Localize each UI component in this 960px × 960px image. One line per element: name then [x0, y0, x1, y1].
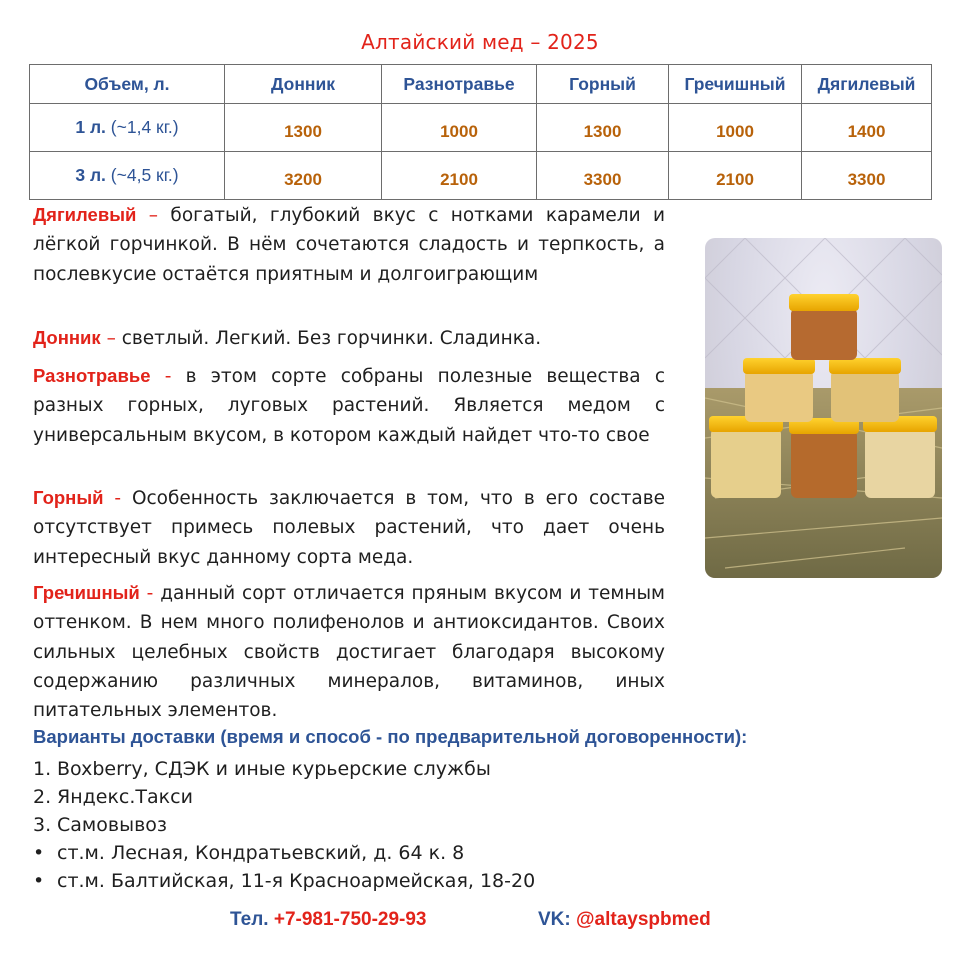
bullet-icon: • — [33, 842, 45, 864]
variety-dash: - — [103, 488, 132, 509]
column-header-gorny: Горный — [537, 65, 669, 104]
vk-label: VK: — [538, 909, 571, 930]
price-cell: 3300 — [802, 152, 932, 200]
variety-text: в этом сорте собраны полезные вещества с разных горных, луговых растений. Является медом с универсальным вкусом, в котором каждый найдет что-то свое — [33, 366, 665, 446]
delivery-item — [33, 755, 535, 783]
row-label — [30, 152, 225, 200]
column-header-grechishny: Гречишный — [669, 65, 802, 104]
delivery-item-text: Яндекс.Такси — [57, 786, 193, 808]
delivery-list — [33, 755, 535, 895]
description-raznotravye — [33, 361, 665, 450]
row-label — [30, 104, 225, 152]
delivery-item-text: ст.м. Балтийская, 11-я Красноармейская, 18-20 — [57, 870, 536, 892]
list-marker: 2. — [33, 786, 52, 808]
variety-text: богатый, глубокий вкус с нотками карамели и лёгкой горчинкой. В нём сочетаются сладость и терпкость, а послевкусие остаётся приятным и долгоиграющим — [33, 205, 665, 285]
description-gorny — [33, 483, 665, 572]
delivery-item-text: Boxberry, СДЭК и иные курьерские службы — [57, 758, 491, 780]
row-weight: (~4,5 кг.) — [110, 165, 179, 185]
delivery-title: Варианты доставки (время и способ - по предварительной договоренности): — [33, 726, 748, 747]
variety-name: Горный — [33, 487, 104, 508]
price-cell: 1000 — [382, 104, 537, 152]
delivery-item — [33, 867, 535, 895]
description-grechishny — [33, 578, 665, 725]
honey-jars-photo — [705, 238, 942, 578]
price-cell: 1400 — [802, 104, 932, 152]
honey-jars-illustration — [705, 238, 942, 578]
column-header-volume: Объем, л. — [30, 65, 225, 104]
variety-dash: - — [150, 366, 186, 387]
table-row — [30, 104, 932, 152]
price-cell: 2100 — [382, 152, 537, 200]
price-cell: 3200 — [225, 152, 382, 200]
delivery-item — [33, 811, 535, 839]
column-header-donnik: Донник — [225, 65, 382, 104]
price-table — [29, 64, 932, 200]
price-cell: 1300 — [225, 104, 382, 152]
row-volume: 1 л. — [75, 117, 106, 137]
variety-name: Донник — [33, 327, 101, 348]
row-volume: 3 л. — [75, 165, 106, 185]
delivery-item-text: ст.м. Лесная, Кондратьевский, д. 64 к. 8 — [57, 842, 465, 864]
variety-name: Гречишный — [33, 582, 140, 603]
bullet-icon: • — [33, 870, 45, 892]
description-donnik — [33, 323, 665, 353]
row-weight: (~1,4 кг.) — [110, 117, 179, 137]
delivery-item-text: Самовывоз — [57, 814, 167, 836]
vk-contact[interactable] — [538, 909, 711, 931]
variety-dash: – — [100, 328, 122, 349]
variety-text: данный сорт отличается пряным вкусом и темным оттенком. В нем много полифенолов и антиоксидантов. Своих сильных целебных свойств достигает благодаря высокому содержанию различных минералов, витаминов, иных питательных элементов. — [33, 583, 666, 722]
price-cell: 1000 — [669, 104, 802, 152]
column-header-dyagilevy: Дягилевый — [802, 65, 932, 104]
phone-contact[interactable] — [230, 909, 427, 931]
list-marker: 3. — [33, 814, 52, 836]
variety-name: Разнотравье — [33, 365, 151, 386]
list-marker: 1. — [33, 758, 52, 780]
vk-handle[interactable]: @altayspbmed — [576, 909, 711, 930]
table-header-row — [30, 65, 932, 104]
table-row — [30, 152, 932, 200]
price-cell: 2100 — [669, 152, 802, 200]
description-dyagilevy — [33, 200, 665, 289]
page-title: Алтайский мед – 2025 — [361, 30, 599, 54]
delivery-item — [33, 839, 535, 867]
variety-dash: – — [136, 205, 171, 226]
price-cell: 1300 — [537, 104, 669, 152]
variety-text: Особенность заключается в том, что в его составе отсутствует примесь полевых растений, что дает очень интересный вкус данному сорта меда. — [33, 488, 665, 568]
variety-name: Дягилевый — [33, 204, 137, 225]
phone-label: Тел. — [230, 909, 269, 930]
variety-text: светлый. Легкий. Без горчинки. Сладинка. — [121, 328, 542, 349]
price-cell: 3300 — [537, 152, 669, 200]
variety-dash: - — [139, 583, 161, 604]
column-header-raznotravye: Разнотравье — [382, 65, 537, 104]
delivery-item — [33, 783, 535, 811]
phone-number[interactable]: +7-981-750-29-93 — [273, 909, 427, 930]
